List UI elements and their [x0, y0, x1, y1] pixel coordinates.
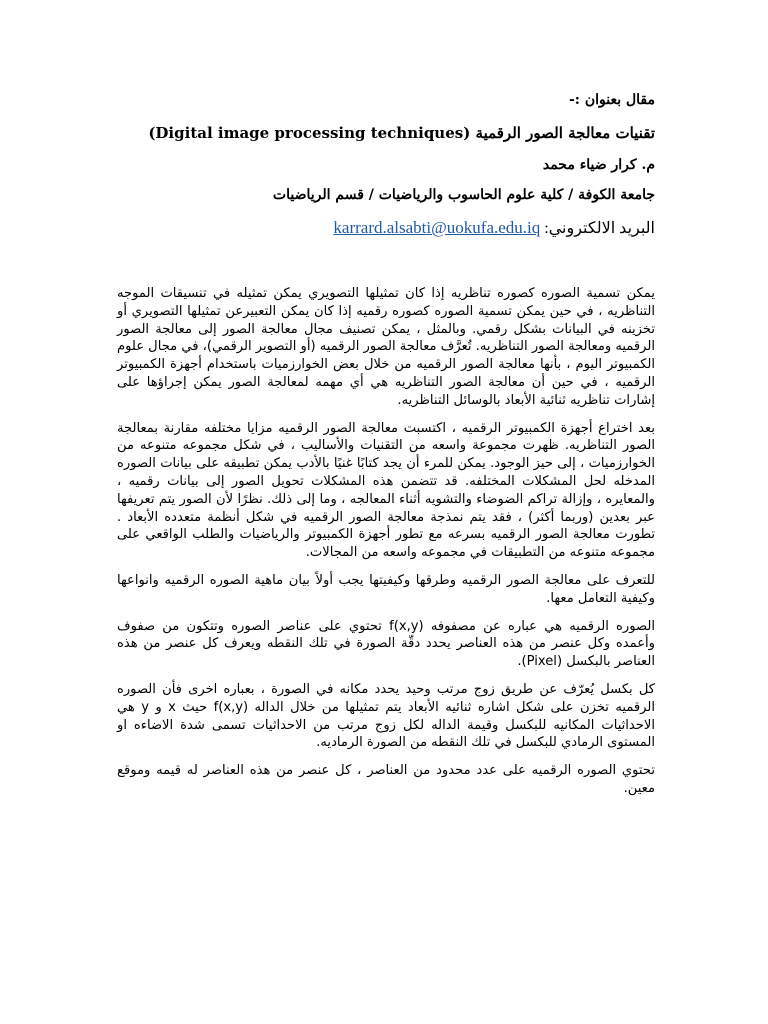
email-link[interactable]: karrard.alsabti@uokufa.edu.iq [333, 218, 541, 237]
email-line [117, 217, 655, 240]
paragraph: بعد اختراع أجهزة الكمبيوتر الرقميه ، اكتسبت معالجة الصور الرقميه مزايا مختلفه مقارنة بمعالجة الصور التناظريه. ظهرت مجموعة واسعه من التقنيات والأساليب ، في شكل مجموعه متنوعه من الخوارزميات ، إلى حيز الوجود. يمكن للمرء أن يجد كتابًا غنيًا بالأدب يمكن تطبيقه على بيانات الصوره المدخله لحل المشكلات المختلفه. قد تتضمن هذه المشكلات تحويل الصور إلى بيانات رقميه ، والمعايره ، وإزالة تراكم الضوضاء والتشويه أثناء المعالجه ، وما إلى ذلك. نظرًا لأن الصور يتم تعريفها عبر بعدين (وربما أكثر) ، فقد يتم نمذجة معالجة الصور الرقميه في شكل أنظمة متعدده الأبعاد . تطورت معالجة الصور الرقميه بسرعه مع تطور أجهزة الكمبيوتر والرياضيات والطلب الواقعي على مجموعه متنوعه من التطبيقات في مجموعه واسعه من المجالات. [117, 420, 655, 561]
paragraph: تحتوي الصوره الرقميه على عدد محدود من العناصر ، كل عنصر من هذه العناصر له قيمه وموقع معين. [117, 763, 655, 796]
paragraph: كل بكسل يُعرّف عن طريق زوج مرتب وحيد يحدد مكانه في الصورة ، بعباره اخرى فأن الصوره الرقميه تخزن على شكل اشاره ثنائيه الأبعاد يتم تمثيلها من خلال الداله f(x,y) حيث x و y هي الاحداثيات المكانيه للبكسل وقيمة الداله لكل زوج مرتب من الاحداثيات تسمى شدة الاضاءه او المستوى الرمادي للبكسل في تلك النقطه من الصورة الرماديه. [117, 681, 656, 751]
paragraph: يمكن تسمية الصوره كصوره تناظريه إذا كان تمثيلها التصويري يمكن تمثيله في تنسيقات الموجه التناظريه ، في حين يمكن تسمية الصوره كصوره رقميه إذا كان يمكن التعبيرعن تمثيلها التصويري أو تخزينه في البيانات بشكل رقمي. وبالمثل ، يمكن تصنيف مجال معالجة الصور إلى معالجة الصور الرقميه ومعالجة الصور التناظريه. تُعرَّف معالجة الصور الرقميه (أو التصوير الرقمي)، في مجال علوم الكمبيوتر اليوم ، بأنها معالجة الصور الرقميه من خلال بعض الخوارزميات باستخدام أجهزة الكمبيوتر الرقميه ، في حين أن معالجة الصور التناظريه هي أي مهمه لمعالجة الصور يمكن إجراؤها على إشارات تناظريه ثنائية الأبعاد بالوسائل التناظريه. [117, 286, 655, 408]
article-title: تقنيات معالجة الصور الرقمية (Digital image processing techniques) [148, 124, 655, 142]
paragraph: للتعرف على معالجة الصور الرقميه وطرقها وكيفيتها يجب أولاً بيان ماهية الصوره الرقميه وانواعها وكيفية التعامل معها. [117, 572, 655, 606]
paragraph: الصوره الرقميه هي عباره عن مصفوفه f(x,y) تحتوي على عناصر الصوره وتتكون من صفوف وأعمده وكل عنصر من هذه العناصر يحدد دقّة الصورة في تلك النقطه ويعرف كل عنصر من هذه العناصر بالبكسل (Pixel). [117, 618, 655, 670]
email-label: البريد الالكتروني: [544, 220, 655, 237]
article-intro-label: مقال بعنوان :- [568, 92, 655, 108]
article-affiliation: جامعة الكوفة / كلية علوم الحاسوب والرياضيات / قسم الرياضيات [272, 187, 655, 203]
article-body [117, 285, 655, 808]
article-author: م. كرار ضياء محمد [542, 157, 655, 173]
